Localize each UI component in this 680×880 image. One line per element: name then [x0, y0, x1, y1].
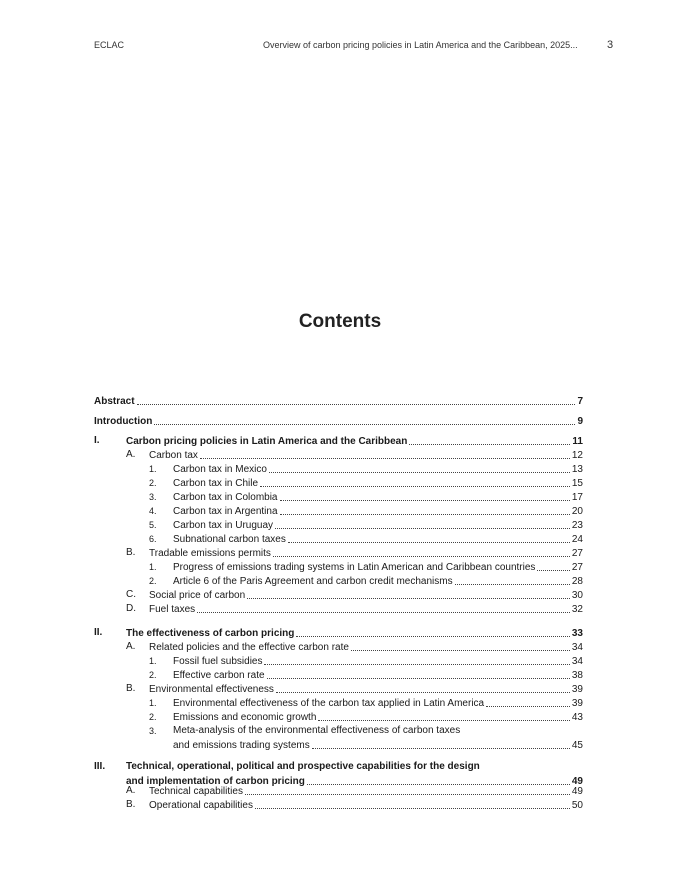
toc-entry-label: Carbon tax in Colombia	[173, 492, 278, 503]
toc-entry-label: Meta-analysis of the environmental effectiveness of carbon taxes	[173, 725, 461, 736]
dot-leader	[280, 500, 570, 501]
toc-entry-page: 39	[571, 698, 583, 709]
dot-leader	[276, 692, 570, 693]
toc-entry-page: 50	[571, 800, 583, 811]
toc-entry-label: Article 6 of the Paris Agreement and carbon credit mechanisms	[173, 576, 453, 587]
toc-entry-number: 1.	[149, 562, 157, 572]
toc-entry[interactable]	[94, 602, 583, 616]
dot-leader	[200, 458, 570, 459]
toc-entry-page: 43	[571, 712, 583, 723]
toc-entry-label: Operational capabilities	[149, 800, 253, 811]
toc-entry[interactable]	[94, 434, 583, 448]
toc-entry[interactable]	[94, 560, 583, 574]
toc-entry[interactable]	[94, 532, 583, 546]
dot-leader	[247, 598, 570, 599]
toc-entry[interactable]	[94, 696, 583, 710]
toc-entry-label: Carbon tax in Argentina	[173, 506, 278, 517]
toc-entry-page: 28	[571, 576, 583, 587]
page-title: Contents	[298, 311, 382, 332]
dot-leader	[409, 444, 570, 445]
page-number: 3	[607, 39, 614, 51]
toc-entry-page: 9	[577, 416, 583, 427]
dot-leader	[455, 584, 570, 585]
toc-entry-label: Carbon tax in Uruguay	[173, 520, 274, 531]
dot-leader	[486, 706, 570, 707]
toc-entry[interactable]	[94, 490, 583, 504]
toc-entry-number: 1.	[149, 698, 157, 708]
toc-entry[interactable]	[94, 504, 583, 518]
toc-entry-number: 1.	[149, 656, 157, 666]
toc-entry-number: D.	[126, 603, 136, 614]
dot-leader	[197, 612, 570, 613]
toc-entry-number: C.	[126, 589, 136, 600]
toc-entry[interactable]	[94, 462, 583, 476]
toc-entry-page: 24	[571, 534, 583, 545]
toc-entry-number: 2.	[149, 576, 157, 586]
toc-entry-page: 11	[572, 436, 583, 447]
dot-leader	[245, 794, 570, 795]
dot-leader	[288, 542, 570, 543]
toc-entry-page: 45	[571, 740, 583, 751]
toc-entry[interactable]	[94, 546, 583, 560]
toc-entry-label: Subnational carbon taxes	[173, 534, 286, 545]
toc-entry-number: 1.	[149, 464, 157, 474]
toc-entry-number: B.	[126, 799, 136, 810]
running-header-title: Overview of carbon pricing policies in Latin America and the Caribbean, 2025...	[263, 40, 578, 50]
toc-entry-label: Social price of carbon	[149, 590, 246, 601]
toc-entry-number: 2.	[149, 670, 157, 680]
toc-entry-label: The effectiveness of carbon pricing	[126, 628, 295, 639]
toc-entry[interactable]	[94, 414, 583, 428]
toc-entry-label: Introduction	[94, 416, 153, 427]
dot-leader	[318, 720, 569, 721]
running-header-left: ECLAC	[94, 40, 125, 50]
toc-entry-label: Technical, operational, political and prospective capabilities for the design	[126, 761, 480, 772]
dot-leader	[280, 514, 570, 515]
toc-entry-page: 15	[571, 478, 583, 489]
toc-entry-number: 3.	[149, 726, 157, 736]
dot-leader	[273, 556, 570, 557]
toc-entry[interactable]	[94, 640, 583, 654]
toc-entry-label: Tradable emissions permits	[149, 548, 271, 559]
toc-entry-page: 34	[571, 642, 583, 653]
toc-entry-label: Related policies and the effective carbon rate	[149, 642, 349, 653]
toc-entry-page: 7	[577, 396, 583, 407]
toc-entry-label: Fossil fuel subsidies	[173, 656, 263, 667]
toc-entry-number: III.	[94, 761, 106, 772]
toc-entry-number: B.	[126, 683, 136, 694]
toc-entry[interactable]	[94, 710, 583, 724]
toc-entry[interactable]	[94, 588, 583, 602]
toc-entry[interactable]	[94, 798, 583, 812]
toc-entry-page: 38	[571, 670, 583, 681]
toc-entry-page: 20	[571, 506, 583, 517]
dot-leader	[312, 748, 570, 749]
toc-entry-page: 49	[571, 786, 583, 797]
toc-entry-number: A.	[126, 641, 136, 652]
toc-entry[interactable]	[94, 476, 583, 490]
toc-entry-page: 32	[571, 604, 583, 615]
dot-leader	[154, 424, 575, 425]
toc-entry-page: 27	[571, 548, 583, 559]
toc-entry-label: Carbon pricing policies in Latin America and the Caribbean	[126, 436, 408, 447]
toc-entry-label: Carbon tax	[149, 450, 198, 461]
toc-entry[interactable]	[94, 626, 583, 640]
toc-entry-page: 30	[571, 590, 583, 601]
toc-entry-label: Environmental effectiveness of the carbon tax applied in Latin America	[173, 698, 485, 709]
dot-leader	[351, 650, 570, 651]
toc-entry-label: Carbon tax in Mexico	[173, 464, 267, 475]
toc-entry-number: 2.	[149, 712, 157, 722]
dot-leader	[255, 808, 570, 809]
toc-entry-label: Progress of emissions trading systems in Latin American and Caribbean countries	[173, 562, 536, 573]
toc-entry[interactable]	[94, 668, 583, 682]
toc-entry-number: I.	[94, 435, 100, 446]
toc-entry-label: Environmental effectiveness	[149, 684, 274, 695]
dot-leader	[275, 528, 570, 529]
toc-entry-label-continued: and implementation of carbon pricing	[126, 776, 305, 787]
toc-entry-label-continued: and emissions trading systems	[173, 740, 310, 751]
toc-entry[interactable]	[94, 574, 583, 588]
toc-entry-number: A.	[126, 785, 136, 796]
toc-entry[interactable]	[94, 518, 583, 532]
dot-leader	[137, 404, 576, 405]
toc-entry-page: 13	[571, 464, 583, 475]
toc-entry[interactable]	[94, 784, 583, 798]
dot-leader	[296, 636, 570, 637]
toc-entry-label: Carbon tax in Chile	[173, 478, 259, 489]
toc-entry-page: 12	[571, 450, 583, 461]
toc-entry[interactable]	[94, 724, 583, 752]
toc-entry[interactable]	[94, 448, 583, 462]
toc-entry-page: 33	[571, 628, 583, 639]
toc-entry-label: Fuel taxes	[149, 604, 196, 615]
toc-entry-page: 23	[571, 520, 583, 531]
dot-leader	[267, 678, 570, 679]
toc-entry-page: 17	[571, 492, 583, 503]
toc-entry-number: 4.	[149, 506, 157, 516]
toc-entry-number: 3.	[149, 492, 157, 502]
toc-entry-number: B.	[126, 547, 136, 558]
toc-entry-page: 49	[571, 776, 583, 787]
toc-entry-page: 27	[571, 562, 583, 573]
toc-entry-page: 39	[571, 684, 583, 695]
toc-entry-number: 6.	[149, 534, 157, 544]
toc-entry-page: 34	[571, 656, 583, 667]
toc-entry[interactable]	[94, 682, 583, 696]
dot-leader	[269, 472, 570, 473]
toc-entry[interactable]	[94, 654, 583, 668]
toc-entry[interactable]	[94, 394, 583, 408]
dot-leader	[537, 570, 569, 571]
dot-leader	[260, 486, 570, 487]
toc-entry-number: A.	[126, 449, 136, 460]
toc-entry-label: Effective carbon rate	[173, 670, 265, 681]
toc-entry-number: 5.	[149, 520, 157, 530]
dot-leader	[264, 664, 569, 665]
toc-entry-number: II.	[94, 627, 103, 638]
toc-entry-label: Technical capabilities	[149, 786, 243, 797]
toc-entry-label: Emissions and economic growth	[173, 712, 317, 723]
toc-entry-number: 2.	[149, 478, 157, 488]
toc-entry-label: Abstract	[94, 396, 135, 407]
